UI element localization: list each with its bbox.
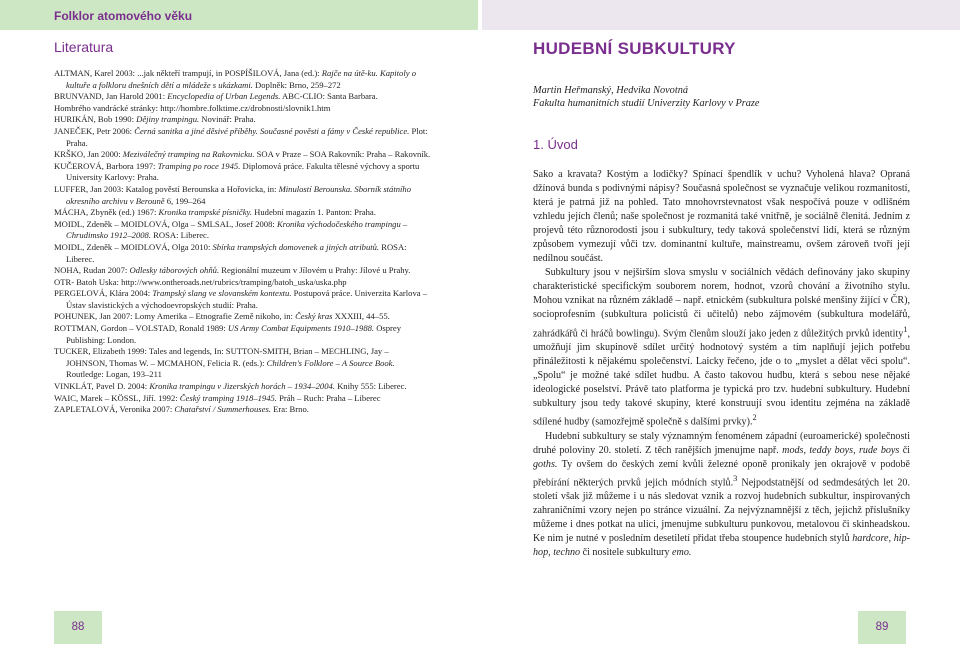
reference-entry: ALTMAN, Karel 2003: ...jak někteří trampují, in POSPÍŠILOVÁ, Jana (ed.): Rajče na útě-ku. Kapitoly o kultuře a folkloru dnešních dětí a mládeže s ukázkami. Doplněk: Brno, 259–272 bbox=[54, 68, 417, 90]
body-paragraph: Hudební subkultury se staly významným fenoménem západní (euroamerické) společnosti druhé poloviny 20. století. Z těch ranějších jmenujme např. mods, teddy boys, rude boys či goths. Ty ovšem do českých zemí kvůli železné oponě pronikaly jen okrajově v podobě přebírání některých prvků jejich módních stylů.$^3$ Nejpodstatnější od sedmdesátých let 20. století však již můžeme i u nás sledovat vznik a rozvoj hudebních subkultur, inspirovaných zahraničními vzory nejen po stránce vizuální. Za nejvýznamnější z těch, jejichž příslušníky můžeme i dnes potkat na ulici, jmenujme subkulturu punkovou, metalovou či skinheadskou. Ke nim je nutné v posledním desetiletí přidat třeba stoupence hudebních stylů hardcore, hip-hop, techno či nositele subkultury emo. bbox=[533, 430, 911, 559]
reference-entry: POHUNEK, Jan 2007: Lomy Amerika – Etnografie Země nikoho, in: Český kras XXXIII, 44–55. bbox=[54, 311, 390, 322]
reference-entry: VINKLÁT, Pavel D. 2004: Kronika trampingu v Jizerských horách – 1934–2004. Knihy 555: Liberec. bbox=[54, 381, 407, 392]
reference-entry: NOHA, Rudan 2007: Odlesky táborových ohňů. Regionální muzeum v Jílovém u Prahy: Jílové u Prahy. bbox=[54, 265, 411, 276]
body-paragraph: Sako a kravata? Kostým a lodičky? Spínací špendlík v uchu? Vyholená hlava? Opraná džínová bunda s podivnými nápisy? Současná společnost se vyznačuje velikou rozmanitostí, která je patrná již na pohled. Tato mnohovrstevnatost však nespočívá pouze v odlišném vzhledu jejích členů; naše společnost je rozmanitá také vnitřně, je sociálně členitá. Jedním z projevů této různorodosti jsou i subkultury, tedy taková společenství lidí, která se různým způsobem vymezují vůči tzv. dominantní kultuře, mainstreamu, ovšem zároveň tvoří její nedílnou součást. bbox=[533, 169, 910, 265]
author-affiliation: Fakulta humanitních studií Univerzity Karlovy v Praze bbox=[533, 98, 760, 110]
body-text bbox=[533, 168, 910, 560]
reference-list bbox=[54, 68, 431, 416]
page-number-left: 88 bbox=[54, 611, 102, 644]
running-header: Folklor atomového věku bbox=[54, 9, 193, 23]
reference-entry: BRUNVAND, Jan Harold 2001: Encyclopedia of Urban Legends. ABC-CLIO: Santa Barbara. bbox=[54, 91, 378, 102]
reference-entry: TUCKER, Elizabeth 1999: Tales and legends, In: SUTTON-SMITH, Brian – MECHLING, Jay – JOHNSON, Thomas W. – MCMAHON, Felicia R. (eds.): Children's Folklore – A Source Book. Routledge: Logan, 193–211 bbox=[54, 346, 395, 380]
reference-entry: KRŠKO, Jan 2000: Meziválečný tramping na Rakovnicku. SOA v Praze – SOA Rakovník: Praha – Rakovník. bbox=[54, 149, 431, 160]
reference-entry: WAIC, Marek – KÖSSL, Jiří. 1992: Český tramping 1918–1945. Práh – Ruch: Praha – Liberec bbox=[54, 392, 381, 403]
reference-entry: PERGELOVÁ, Klára 2004: Trampský slang ve slovanském kontextu. Postupová práce. Univerzita Karlova – Ústav slavistických a východoevropských studií: Praha. bbox=[54, 288, 428, 310]
author-names: Martin Heřmanský, Hedvika Novotná bbox=[533, 85, 688, 96]
body-paragraph: Subkultury jsou v nejširším slova smyslu v sociálních vědách definovány jako skupiny charakteristické specifickým souborem norem, hodnot, vzorů chování a životního stylu. Mohou vznikat na různém základě – např. etnickém (subkultura polské menšiny žijící v ČR), socioprofesním (subkultura policistů či učitelů) nebo zájmovém (subkultura modelářů, zahrádkářů či hráčů bowlingu). Svým členům slouží jako jeden z důležitých prvků identity$^1$, umožňují jim skupinově sdílet určitý hodnotový systém a tím naplňují jejich potřebu přináležitosti k nějakému společenství. Laicky řečeno, jde o to „myslet a dělat věci spolu“. „Spolu“ je možné také sdílet hudbu. A často takovou hudbu, která s sebou nese nějaké ideologické poselství. Právě tato platforma je typická pro tzv. hudební subkultury. Hudební subkultury jsou tedy takové skupiny, které konstruují svou identitu zejména na základě sdílené hudby (samozřejmě společně s dalšími prvky).$^2$ bbox=[533, 267, 910, 428]
reference-entry: HURIKÁN, Bob 1990: Dějiny trampingu. Novinář: Praha. bbox=[54, 114, 256, 125]
reference-entry: KUČEROVÁ, Barbora 1997: Tramping po roce 1945. Diplomová práce. Fakulta tělesné výchovy a sportu University Karlovy: Praha. bbox=[54, 160, 420, 183]
article-title: HUDEBNÍ SUBKULTURY bbox=[533, 39, 736, 58]
reference-entry: MÁCHA, Zbyněk (ed.) 1967: Kronika trampské písničky. Hudební magazín 1. Panton: Praha. bbox=[54, 207, 376, 218]
section-heading: 1. Úvod bbox=[533, 137, 578, 152]
article-byline bbox=[533, 84, 913, 111]
reference-entry: OTR- Batoh Uska: http://www.ontheroads.net/rubrics/tramping/batoh_uska/uska.php bbox=[54, 276, 347, 287]
literature-heading: Literatura bbox=[54, 39, 114, 55]
reference-entry: ROTTMAN, Gordon – VOLSTAD, Ronald 1989: US Army Combat Equipments 1910–1988. Osprey Publishing: London. bbox=[54, 323, 402, 345]
reference-entry: MOIDL, Zdeněk – MOIDLOVÁ, Olga – SMLSAL, Josef 2008: Kronika východočeského trampingu – Chrudimsko 1912–2008. ROSA: Liberec. bbox=[54, 218, 408, 241]
page-number-right: 89 bbox=[858, 611, 906, 644]
reference-entry: Hombrého vandrácké stránky: http://hombre.folktime.cz/drobnosti/slovnik1.htm bbox=[54, 102, 331, 113]
reference-entry: JANEČEK, Petr 2006: Černá sanitka a jiné děsivé příběhy. Současné pověsti a fámy v České republice. Plot: Praha. bbox=[54, 125, 428, 148]
reference-entry: LUFFER, Jan 2003: Katalog pověstí Berounska a Hořovicka, in: Minulostí Berounska. Sborník státního okresního archivu v Berouně 6, 199–264 bbox=[54, 183, 412, 206]
right-header-band bbox=[482, 0, 960, 30]
reference-entry: MOIDL, Zdeněk – MOIDLOVÁ, Olga 2010: Sbírka trampských domovenek a jiných atributů. ROSA: Liberec. bbox=[54, 241, 407, 264]
left-header-band bbox=[0, 0, 478, 30]
reference-entry: ZAPLETALOVÁ, Veronika 2007: Chatařství / Summerhouses. Era: Brno. bbox=[54, 404, 309, 415]
